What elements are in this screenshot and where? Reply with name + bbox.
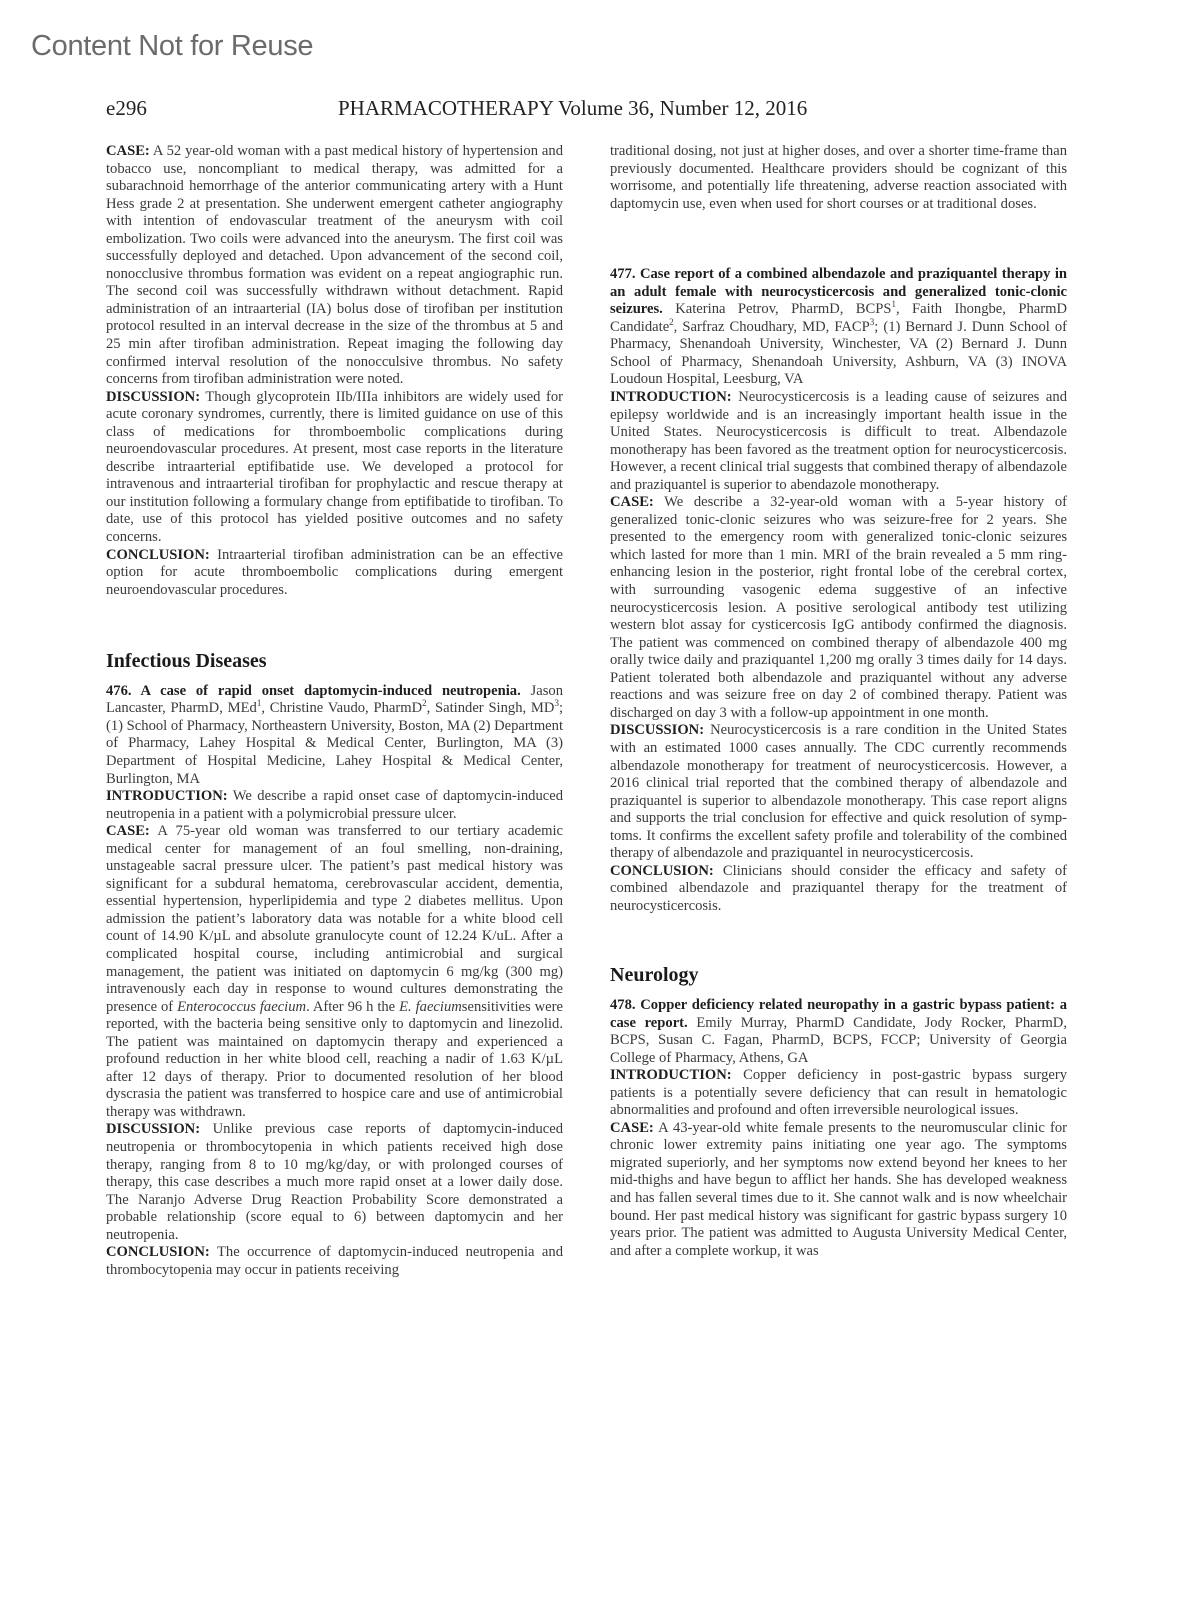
case-paragraph xyxy=(610,494,1067,722)
introduction-text: We describe a rapid onset case of daptomycin-induced neutropenia in a patient with a polymicrobial pressure ulcer. xyxy=(106,788,563,822)
introduction-paragraph xyxy=(106,788,563,823)
abstract-475-continued xyxy=(106,143,563,599)
authors-affiliations: Emily Murray, PharmD Candidate, Jody Rocker, PharmD, BCPS, Susan C. Fagan, PharmD, BCPS, FCCP; University of Georgia College of Pharmacy, Athens, GA xyxy=(610,1014,1067,1066)
discussion-paragraph xyxy=(106,389,563,547)
section-heading-neurology: Neurology xyxy=(610,964,699,987)
discussion-paragraph xyxy=(106,1121,563,1244)
discussion-label: DISCUSSION: xyxy=(106,388,201,405)
authors: Katerina Petrov, PharmD, BCPS xyxy=(662,301,892,318)
case-label: CASE: xyxy=(106,143,150,159)
abstract-header xyxy=(610,997,1067,1067)
discussion-text: Though glycoprotein IIb/IIIa inhibitors are widely used for acute coronary syndromes, currently, there is limited guidance on use of this class of medications for thromboembolic complications during neuroendovascular procedures. At present, most case reports in the literature describe intraarterial eptifibatide use. We developed a protocol for intravenous and intraarterial tirofiban for prophylactic and rescue therapy at our institution following a formulary change from eptifibatide to tirofiban. To date, use of this protocol has yielded positive outcomes and no safety concerns. xyxy=(106,388,563,546)
discussion-label: DISCUSSION: xyxy=(610,722,705,739)
organism-name: Enterococcus faecium xyxy=(177,998,307,1015)
discussion-text: Unlike previous case reports of daptomycin-induced neutropenia or thrombocytopenia in which patients received high dose therapy, ranging from 8 to 10 mg/kg/day, or with prolonged courses of therapy, this case describes a much more rapid onset at a lower daily dose. The Naranjo Adverse Drug Reaction Probability Score demonstrated a probable relationship (score equal to 6) between daptomycin and her neutropenia. xyxy=(106,1121,563,1243)
case-text: sensitivities were reported, with the bacteria being sensitive only to daptomycin and linezolid. The patient was maintained on daptomycin therapy and experienced a profound reduction in her white blood cell, reaching a nadir of 1.63 K/µL after 12 days of therapy. Prior to documented resolution of her blood dyscrasia the patient was transferred to hospice care and use of antimicrobial therapy was withdrawn. xyxy=(106,998,563,1120)
page-number: e296 xyxy=(106,96,147,120)
case-text: A 43-year-old white female presents to the neuromuscular clinic for chronic lower extremity pains initiating one year ago. The symptoms migrated superiorly, and her symptoms now extend beyond her knees to her mid-thighs and have begun to afflict her hands. She has developed weakness and has fallen several times due to it. She cannot walk and is now wheelchair bound. Her past medical history was significant for gastric bypass surgery 10 years prior. The patient was admitted to Augusta University Medical Center, and after a complete workup, it was xyxy=(610,1119,1067,1259)
introduction-paragraph xyxy=(610,389,1067,494)
introduction-paragraph xyxy=(610,1067,1067,1120)
abstract-title: 478. Copper deficiency related neuropathy in a gastric bypass patient: a case report. xyxy=(610,996,1067,1031)
authors: , Satinder Singh, MD xyxy=(426,700,555,717)
discussion-text: Neurocysticercosis is a rare condition in the United States with an estimated 1000 cases annually. The CDC currently recommends albendazole monotherapy for treatment of neurocysticercosis. However, a 2016 clinical trial reported that the combined therapy of albendazole and praziquantel is superior to albendazole monotherapy. This case report aligns and supports the trial conclusion for effective and quick resolution of symptoms. It confirms the excellent safety profile and tolerability of the combined therapy of albendazole and praziquantel in neurocysticercosis. xyxy=(610,722,1067,862)
abstract-477 xyxy=(610,266,1067,915)
conclusion-text: Clinicians should consider the efficacy and safety of combined albendazole and praziquantel therapy for the treatment of neurocysticercosis. xyxy=(610,862,1067,914)
case-label: CASE: xyxy=(610,1119,654,1136)
abstract-header xyxy=(610,266,1067,389)
case-text: A 75-year old woman was transferred to our tertiary academic medical center for management of an foul smelling, non-draining, unstageable sacral pressure ulcer. The patient’s past medical history was significant for a subdural hematoma, cerebrovascular accident, dementia, essential hypertension, hyperlipidemia and type 2 diabetes mellitus. Upon admission the patient’s laboratory data was notable for a white blood cell count of 14.90 K/µL and absolute granulocyte count of 12.24 K/uL. After a complicated hospital course, including antimicrobial and surgical management, the patient was initiated on daptomycin 6 mg/kg (300 mg) intravenously each day in response to wound cultures demonstrating the presence of xyxy=(106,823,563,1015)
affiliation-marker: 3 xyxy=(869,316,875,327)
right-column xyxy=(610,143,1067,1260)
case-paragraph xyxy=(106,143,563,389)
authors: , Sarfraz Choudhary, MD, FACP xyxy=(673,318,870,335)
abstract-header xyxy=(106,683,563,788)
introduction-label: INTRODUCTION: xyxy=(610,389,732,406)
case-paragraph xyxy=(106,823,563,1121)
conclusion-text: Intraarterial tirofiban administration can be an effective option for acute thromboembolic complications during emergent neuroendovascular procedures. xyxy=(106,546,563,598)
case-label: CASE: xyxy=(610,494,654,511)
introduction-label: INTRODUCTION: xyxy=(106,788,228,805)
abstract-476-continued: traditional dosing, not just at higher doses, and over a shorter time-frame than previously documented. Healthcare providers should be cognizant of this worrisome, and potentially life threatening, adverse reaction associated with daptomycin use, even when used for short courses or at traditional doses. xyxy=(610,143,1067,212)
organism-name: E. faecium xyxy=(399,998,462,1015)
case-text: We describe a 32-year-old woman with a 5-year history of generalized tonic-clonic seizures who was seizure-free for 2 years. She presented to the emergency room with generalized tonic-clonic seizures which lasted for more than 1 min. MRI of the brain revealed a 5 mm ring-enhancing lesion in the posterior, right frontal lobe of the cerebral cortex, with surrounding vasogenic edema suggestive of an infective neurocysticercosis lesion. A positive serological antibody test utilizing western blot assay for cysticercosis IgG antibody confirmed the diagnosis. The patient was commenced on combined therapy of albendazole 400 mg orally twice daily and praziquantel 1,200 mg orally 3 times daily for 14 days. Patient tolerated both albendazole and praziquantel without any adverse reactions and was seizure free on day 2 of combined therapy. Patient was discharged on day 3 with a follow-up appointment in one month. xyxy=(610,494,1067,721)
affiliations: ; (1) Bernard J. Dunn School of Pharmacy, Shenandoah University, Winchester, VA (2) Bernard J. Dunn School of Pharmacy, Shenandoah University, Ashburn, VA (3) INOVA Loudoun Hospital, Leesburg, VA xyxy=(610,318,1068,388)
case-text: A 52 year-old woman with a past medical history of hypertension and tobacco use, noncompliant to medical therapy, was admitted for a subarachnoid hemorrhage of the anterior communicating artery with a Hunt Hess grade 2 at presentation. She underwent emergent catheter angiography with intention of endovascular treatment of the aneurysm with coil embolization. Two coils were advanced into the aneurysm. The first coil was successfully deployed and detached. Upon advancement of the second coil, nonocclusive thrombus formation was evident on a repeat angiographic run. The second coil was successfully withdrawn without detachment. Rapid administration of an intraarterial (IA) bolus dose of tirofiban per institution protocol resulted in an interval decrease in the size of the thrombus at 5 and 25 min after tirofiban administration. Repeat imaging the following day confirmed interval resolution of the nonocculsive thrombus. No safety concerns from tirofiban administration were noted. xyxy=(106,143,563,388)
affiliation-marker: 1 xyxy=(891,299,896,310)
discussion-paragraph xyxy=(610,722,1067,862)
abstract-title: 476. A case of rapid onset daptomycin-induced neutropenia. xyxy=(106,682,521,699)
introduction-text: Copper deficiency in post-gastric bypass surgery patients is a potentially severe deficiency that can result in hematologic abnormalities and profound and often irreversible neurological issues. xyxy=(610,1067,1067,1119)
abstract-476 xyxy=(106,683,563,1280)
running-header xyxy=(106,96,1066,126)
authors: , Faith Ihongbe, PharmD Candidate xyxy=(610,301,1067,335)
conclusion-text: The occurrence of daptomycin-induced neutropenia and thrombocytopenia may occur in patients receiving xyxy=(106,1244,563,1278)
affiliations: ; (1) School of Pharmacy, Northeastern University, Boston, MA (2) Department of Pharmacy, Lahey Hospital & Medical Center, Burlington, MA (3) Department of Hospital Medicine, Lahey Hospital & Medical Center, Burlington, MA xyxy=(106,700,563,787)
watermark: Content Not for Reuse xyxy=(31,30,314,62)
affiliation-marker: 2 xyxy=(669,316,674,327)
conclusion-paragraph xyxy=(106,1244,563,1279)
introduction-label: INTRODUCTION: xyxy=(610,1067,732,1084)
journal-title: PHARMACOTHERAPY Volume 36, Number 12, 2016 xyxy=(338,96,808,120)
abstract-title: 477. Case report of a combined albendazole and praziquantel therapy in an adult female with neurocysticercosis and generalized tonic-clonic seizures. xyxy=(610,266,1067,318)
case-label: CASE: xyxy=(106,823,150,840)
conclusion-paragraph xyxy=(610,863,1067,916)
abstract-478 xyxy=(610,997,1067,1260)
left-column xyxy=(106,143,563,1279)
discussion-label: DISCUSSION: xyxy=(106,1121,201,1138)
case-paragraph xyxy=(610,1120,1067,1260)
affiliation-marker: 1 xyxy=(256,698,262,709)
conclusion-label: CONCLUSION: xyxy=(106,546,210,563)
conclusion-paragraph xyxy=(106,547,563,600)
affiliation-marker: 2 xyxy=(422,698,427,709)
conclusion-label: CONCLUSION: xyxy=(610,862,714,879)
case-text: . After 96 h the xyxy=(306,998,400,1015)
conclusion-label: CONCLUSION: xyxy=(106,1244,210,1261)
introduction-text: Neurocysticercosis is a leading cause of seizures and epilepsy worldwide and is an increasingly important health issue in the United States. Neurocysticercosis is difficult to treat. Albendazole monotherapy has been favored as the treatment option for neurocysticercosis. However, a recent clinical trial suggests that combined therapy of albendazole and praziquantel is superior to abendazole monotherapy. xyxy=(610,389,1067,493)
authors: Jason Lancaster, PharmD, MEd xyxy=(106,682,563,717)
affiliation-marker: 3 xyxy=(554,698,559,709)
authors: , Christine Vaudo, PharmD xyxy=(261,700,423,717)
section-heading-infectious-diseases: Infectious Diseases xyxy=(106,650,267,673)
